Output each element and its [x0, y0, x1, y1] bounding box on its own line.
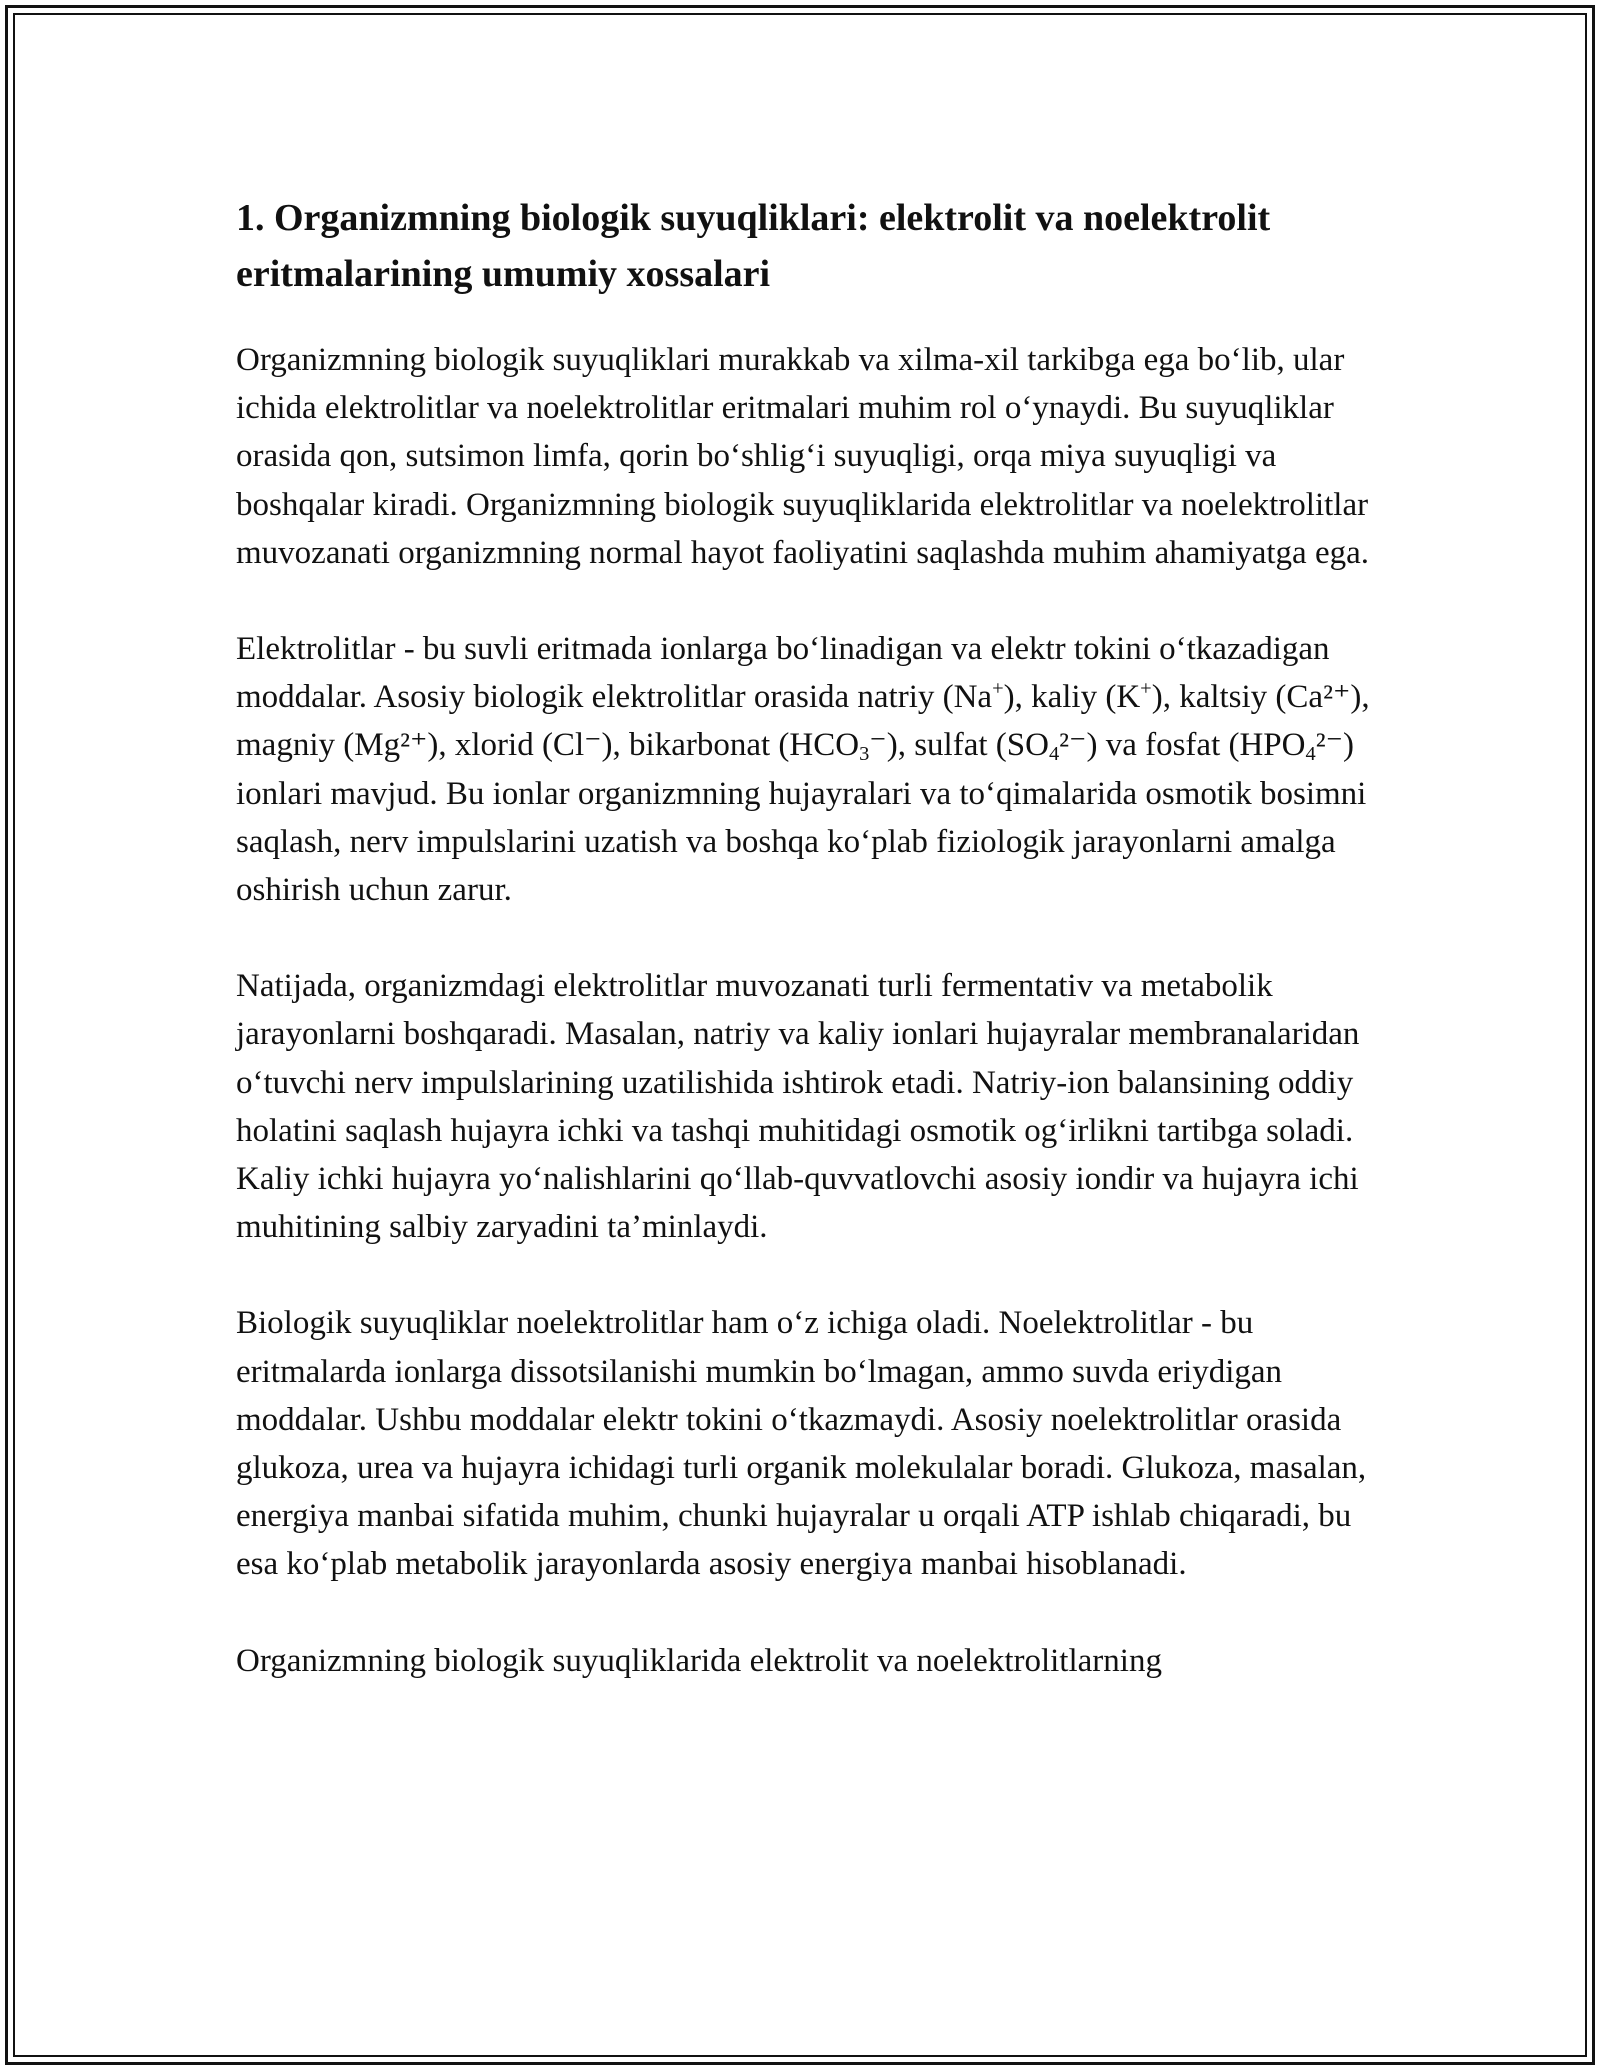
paragraph-nonelectrolytes: Biologik suyuqliklar noelektrolitlar ham o‘z ichiga oladi. Noelektrolitlar - bu eritmalarda ionlarga dissotsilanishi mumkin bo‘lmagan, ammo suvda eriydigan moddalar. Ushbu moddalar elektr tokini o‘tkazmaydi. Asosiy noelektrolitlar orasida glukoza, urea va hujayra ichidagi turli organik molekulalar boradi. Glukoza, masalan, energiya manbai sifatida muhim, chunki hujayralar u orqali ATP ishlab chiqaradi, bu esa ko‘plab metabolik jarayonlarda asosiy energiya manbai hisoblanadi. — [236, 1305, 1367, 1583]
paragraph-intro: Organizmning biologik suyuqliklari murakkab va xilma-xil tarkibga ega bo‘lib, ular ichida elektrolitlar va noelektrolitlar eritmalari muhim rol o‘ynaydi. Bu suyuqliklar orasida qon, sutsimon limfa, qorin bo‘shlig‘i suyuqligi, orqa miya suyuqligi va boshqalar kiradi. Organizmning biologik suyuqliklarida elektrolitlar va noelektrolitlar muvozanati organizmning normal hayot faoliyatini saqlashda muhim ahamiyatga ega. — [236, 342, 1369, 571]
text-run: ⁻), sulfat (SO — [869, 727, 1049, 764]
paragraph-electrolytes — [236, 625, 1386, 914]
paragraph-balance: Natijada, organizmdagi elektrolitlar muvozanati turli fermentativ va metabolik jarayonlarni boshqaradi. Masalan, natriy va kaliy ionlari hujayralar membranalaridan o‘tuvchi nerv impulslarining uzatilishida ishtirok etadi. Natriy-ion balansining oddiy holatini saqlash hujayra ichki va tashqi muhitidagi osmotik og‘irlikni tartibga soladi. Kaliy ichki hujayra yo‘nalishlarini qo‘llab-quvvatlovchi asosiy iondir va hujayra ichi muhitining salbiy zaryadini ta’minlaydi. — [236, 968, 1360, 1246]
superscript-plus: + — [992, 677, 1004, 700]
text-run: ), kaliy (K — [1003, 679, 1141, 716]
paragraph-closing: Organizmning biologik suyuqliklarida elektrolit va noelektrolitlarning — [236, 1642, 1162, 1679]
text-run: Elektrolitlar - bu suvli eritmada ionlarga bo‘linadigan va elektr tokini o‘tkazadigan moddalar. Asosiy biologik elektrolitlar orasida natriy (Na — [236, 631, 1330, 716]
text-run: ), kaltsiy (Ca²⁺), magniy (Mg²⁺), xlorid (Cl⁻), bikarbonat (HCO — [236, 679, 1370, 764]
text-run: ²⁻) ionlari mavjud. Bu ionlar organizmning hujayralari va to‘qimalarida osmotik bosimni saqlash, nerv impulslarini uzatish va boshqa ko‘plab fiziologik jarayonlarni amalga oshirish uchun zarur. — [236, 727, 1367, 909]
text-run: ²⁻) va fosfat (HPO — [1059, 727, 1306, 764]
subscript-4: 4 — [1305, 743, 1316, 766]
subscript-4: 4 — [1048, 743, 1060, 766]
section-heading: 1. Organizmning biologik suyuqliklari: elektrolit va noelektrolit eritmalarining umumiy xossalari — [236, 197, 1271, 295]
subscript-3: 3 — [859, 743, 870, 766]
document-body — [236, 190, 1386, 1733]
superscript-plus: + — [1140, 677, 1152, 700]
